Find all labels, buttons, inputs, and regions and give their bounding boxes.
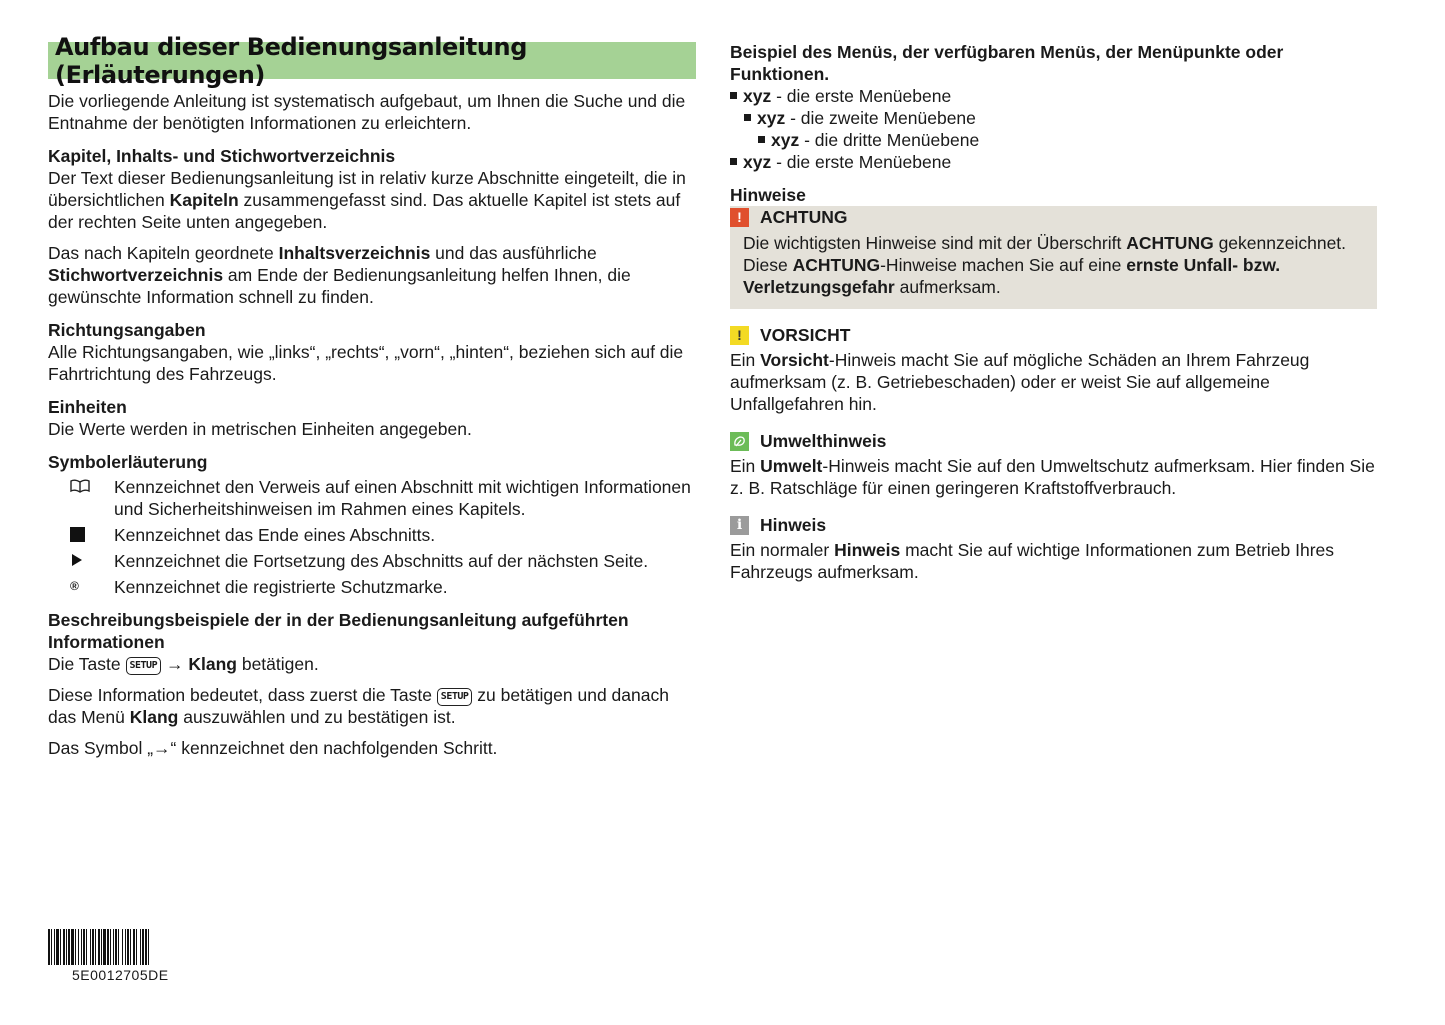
registered-icon: ® xyxy=(70,579,79,593)
umwelt-title: Umwelthinweis xyxy=(760,431,887,451)
einheiten-text: Die Werte werden in metrischen Einheiten angegeben. xyxy=(48,419,472,439)
info-icon: i xyxy=(730,516,749,535)
richtung-heading: Richtungsangaben xyxy=(48,320,206,340)
vorsicht-title: VORSICHT xyxy=(760,325,851,345)
book-icon xyxy=(48,476,114,494)
barcode-graphic xyxy=(48,929,151,965)
beispiele-heading: Beschreibungsbeispiele der in der Bedienungsanleitung aufgeführten Informationen xyxy=(48,610,629,652)
bullet-icon xyxy=(758,136,765,143)
kapitel-text-2: Das nach Kapiteln geordnete Inhaltsverzeichnis und das ausführliche Stichwortverzeichnis am Ende der Bedienungsanleitung helfen Ihnen, die gewünschte Information schnell zu finden. xyxy=(48,243,631,307)
achtung-text: Die wichtigsten Hinweise sind mit der Überschrift ACHTUNG gekennzeichnet. Diese ACHTUNG-Hinweise machen Sie auf eine ernste Unfall- bzw. Verletzungsgefahr aufmerksam. xyxy=(743,233,1347,297)
warning-icon: ! xyxy=(730,208,749,227)
hinweise-heading: Hinweise xyxy=(730,185,806,205)
beispiele-line-3: Das Symbol „→“ kennzeichnet den nachfolgenden Schritt. xyxy=(48,738,498,758)
kapitel-text-1: Der Text dieser Bedienungsanleitung ist in relativ kurze Abschnitte eingeteilt, die in übersichtlichen Kapiteln zusammengefasst sind. Das aktuelle Kapitel ist stets auf der rechten Seite unten angegeben. xyxy=(48,168,686,232)
beispiele-line-1: Die Taste SETUP → Klang betätigen. xyxy=(48,654,319,674)
square-icon xyxy=(48,524,114,542)
page-title: Aufbau dieser Bedienungsanleitung (Erläuterungen) xyxy=(48,42,696,79)
menu-list xyxy=(730,85,1377,173)
symbol-list xyxy=(48,476,696,598)
menu-item: xyz - die dritte Menüebene xyxy=(730,129,1377,151)
richtung-text: Alle Richtungsangaben, wie „links“, „rechts“, „vorn“, „hinten“, beziehen sich auf die Fahrtrichtung des Fahrzeugs. xyxy=(48,342,684,384)
symbol-row: Kennzeichnet den Verweis auf einen Abschnitt mit wichtigen Informationen und Sicherheitshinweisen im Rahmen eines Kapitels. xyxy=(48,476,696,520)
hinweis-head xyxy=(730,514,1377,536)
vorsicht-text: Ein Vorsicht-Hinweis macht Sie auf mögliche Schäden an Ihrem Fahrzeug aufmerksam (z. B. Getriebeschaden) oder er weist Sie auf allgemeine Unfallgefahren hin. xyxy=(730,350,1310,414)
setup-key-icon: SETUP xyxy=(126,657,162,675)
intro-text: Die vorliegende Anleitung ist systematisch aufgebaut, um Ihnen die Suche und die Entnahme der benötigten Informationen zu erleichtern. xyxy=(48,91,686,133)
achtung-head xyxy=(730,206,1364,228)
vorsicht-head xyxy=(730,324,1377,346)
achtung-box xyxy=(730,206,1377,309)
menu-item: xyz - die erste Menüebene xyxy=(730,85,1377,107)
symbol-row: Kennzeichnet das Ende eines Abschnitts. xyxy=(48,524,696,546)
menu-heading: Beispiel des Menüs, der verfügbaren Menüs, der Menüpunkte oder Funktionen. xyxy=(730,42,1284,84)
barcode-bar xyxy=(149,929,151,965)
menu-item: xyz - die zweite Menüebene xyxy=(730,107,1377,129)
achtung-title: ACHTUNG xyxy=(760,207,848,227)
symbole-heading: Symbolerläuterung xyxy=(48,452,208,472)
bullet-icon xyxy=(730,158,737,165)
bullet-icon xyxy=(730,92,737,99)
hinweis-text: Ein normaler Hinweis macht Sie auf wichtige Informationen zum Betrieb Ihres Fahrzeugs aufmerksam. xyxy=(730,540,1335,582)
bullet-icon xyxy=(744,114,751,121)
kapitel-heading: Kapitel, Inhalts- und Stichwortverzeichnis xyxy=(48,146,396,166)
einheiten-heading: Einheiten xyxy=(48,397,127,417)
umwelt-head xyxy=(730,430,1377,452)
hinweis-title: Hinweis xyxy=(760,515,827,535)
menu-item: xyz - die erste Menüebene xyxy=(730,151,1377,173)
triangle-icon xyxy=(48,550,114,568)
umwelt-text: Ein Umwelt-Hinweis macht Sie auf den Umweltschutz aufmerksam. Hier finden Sie z. B. Ratschläge für einen geringeren Kraftstoffverbrauch. xyxy=(730,456,1375,498)
symbol-row: Kennzeichnet die Fortsetzung des Abschnitts auf der nächsten Seite. xyxy=(48,550,696,572)
setup-key-icon: SETUP xyxy=(437,688,473,706)
right-column xyxy=(730,41,1377,583)
beispiele-line-2: Diese Information bedeutet, dass zuerst die Taste SETUP zu betätigen und danach das Menü Klang auszuwählen und zu bestätigen ist. xyxy=(48,685,669,727)
symbol-row: ® Kennzeichnet die registrierte Schutzmarke. xyxy=(48,576,696,598)
caution-icon: ! xyxy=(730,326,749,345)
barcode-number: 5E0012705DE xyxy=(72,967,169,983)
left-column xyxy=(48,32,696,759)
environment-icon xyxy=(730,432,749,451)
